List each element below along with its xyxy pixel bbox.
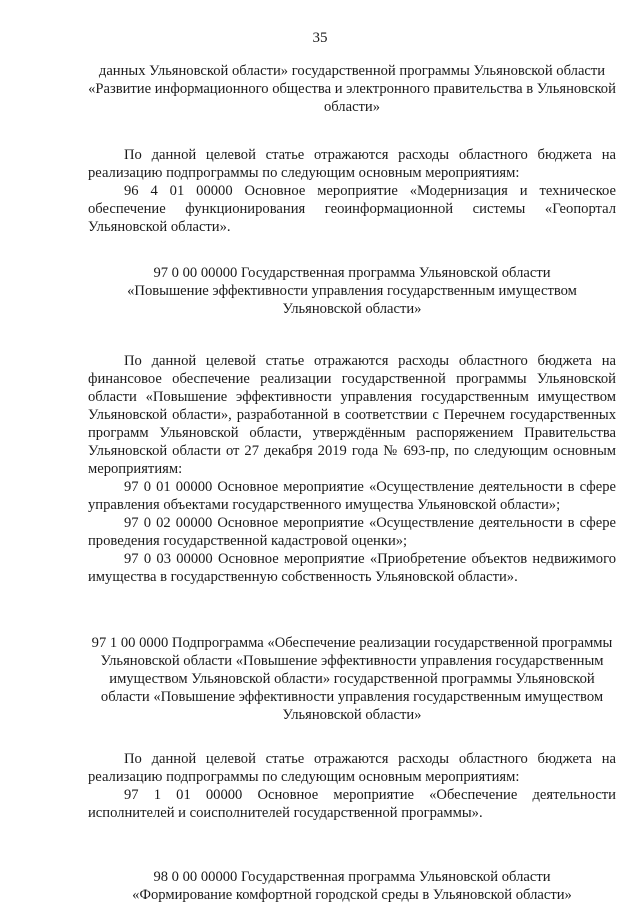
document-body [88, 62, 616, 904]
section-heading-97-1: 97 1 00 0000 Подпрограмма «Обеспечение реализации государственной программы Ульяновской области «Повышение эффективности управления государственным имуществом Ульяновской области» государственной программы Ульяновской области «Повышение эффективности управления государственным имуществом Ульяновской области» [91, 635, 613, 723]
paragraph-activity-96-4-01: 96 4 01 00000 Основное мероприятие «Модернизация и техническое обеспечение функционирования геоинформационной системы «Геопортал Ульяновской области». [88, 183, 616, 235]
page-number: 35 [312, 30, 328, 46]
continued-heading: данных Ульяновской области» государственной программы Ульяновской области «Развитие информационного общества и электронного правительства в Ульяновской области» [88, 63, 616, 115]
paragraph-subprogram-97-1-intro: По данной целевой статье отражаются расходы областного бюджета на реализацию подпрограммы по следующим основным мероприятиям: [88, 751, 616, 785]
paragraph-activity-97-0-03: 97 0 03 00000 Основное мероприятие «Приобретение объектов недвижимого имущества в государственную собственность Ульяновской области». [88, 551, 616, 585]
paragraph-program-97-intro: По данной целевой статье отражаются расходы областного бюджета на финансовое обеспечение реализации государственной программы Ульяновской области «Повышение эффективности управления государственным имуществом Ульяновской области», разработанной в соответствии с Перечнем государственных программ Ульяновской области, утверждённым распоряжением Правительства Ульяновской области от 27 декабря 2019 года № 693-пр, по следующим основным мероприятиям: [88, 353, 616, 477]
paragraph-activity-97-0-01: 97 0 01 00000 Основное мероприятие «Осуществление деятельности в сфере управления объектами государственного имущества Ульяновской области»; [88, 479, 616, 513]
section-heading-98-0: 98 0 00 00000 Государственная программа Ульяновской области «Формирование комфортной городской среды в Ульяновской области» [132, 869, 572, 903]
paragraph-activity-97-0-02: 97 0 02 00000 Основное мероприятие «Осуществление деятельности в сфере проведения государственной кадастровой оценки»; [88, 515, 616, 549]
paragraph-subprogram-intro: По данной целевой статье отражаются расходы областного бюджета на реализацию подпрограммы по следующим основным мероприятиям: [88, 147, 616, 181]
section-heading-97-0: 97 0 00 00000 Государственная программа Ульяновской области «Повышение эффективности управления государственным имуществом Ульяновской области» [127, 265, 577, 317]
paragraph-activity-97-1-01: 97 1 01 00000 Основное мероприятие «Обеспечение деятельности исполнителей и соисполнителей государственной программы». [88, 787, 616, 821]
